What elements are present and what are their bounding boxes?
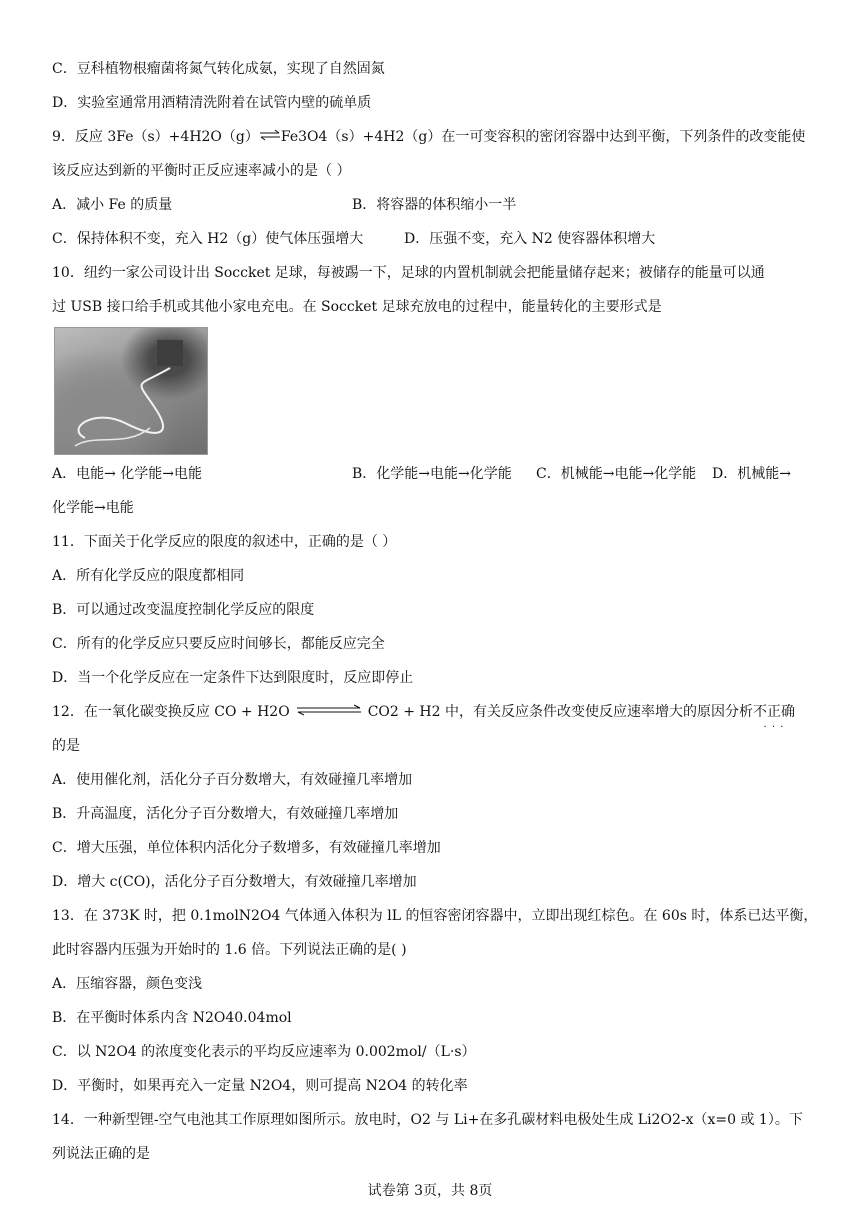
q9-option-b: B．将容器的体积缩小一半 [352, 197, 517, 213]
equilibrium-arrow-icon [296, 702, 362, 722]
q12-option-c: C．增大压强，单位体积内活化分子数增多，有效碰撞几率增加 [52, 840, 441, 856]
q10-option-b: B．化学能→电能→化学能 [352, 466, 512, 482]
q11-option-c: C．所有的化学反应只要反应时间够长，都能反应完全 [52, 636, 385, 652]
soccket-ball-photo [54, 327, 208, 455]
q11-stem: 11．下面关于化学反应的限度的叙述中，正确的是（ ） [52, 534, 397, 550]
q11-option-b: B．可以通过改变温度控制化学反应的限度 [52, 602, 315, 618]
q12-stem-part1: 12．在一氧化碳变换反应 CO + H2O [52, 704, 290, 720]
q9-option-d: D．压强不变，充入 N2 使容器体积增大 [404, 231, 656, 247]
q9-stem-part2: Fe3O4（s）+4H2（g）在一可变容积的密闭容器中达到平衡，下列条件的改变能使 [280, 129, 806, 145]
q8-option-d: D．实验室通常用酒精清洗附着在试管内壁的硫单质 [52, 95, 372, 111]
q10-option-a: A．电能→ 化学能→电能 [52, 466, 203, 482]
q12-option-b: B．升高温度，活化分子百分数增大，有效碰撞几率增加 [52, 806, 399, 822]
q13-option-a: A．压缩容器，颜色变浅 [52, 976, 203, 992]
q12-emphasis-not-correct: 不正确 · · · [753, 704, 795, 720]
q13-option-c: C．以 N2O4 的浓度变化表示的平均反应速率为 0.002mol/（L·s） [52, 1044, 476, 1060]
q12-stem-line2: 的是 [52, 738, 80, 754]
q11-option-d: D．当一个化学反应在一定条件下达到限度时，反应即停止 [52, 670, 414, 686]
equilibrium-arrow-icon [259, 127, 281, 147]
q14-stem-line2: 列说法正确的是 [52, 1146, 150, 1162]
q9-stem-part1: 9．反应 3Fe（s）+4H2O（g） [52, 129, 259, 145]
q11-option-a: A．所有化学反应的限度都相同 [52, 568, 245, 584]
q14-stem-line1: 14．一种新型锂-空气电池其工作原理如图所示。放电时，O2 与 Li+在多孔碳材料电极处生成 Li2O2-x（x=0 或 1）。下 [52, 1112, 803, 1128]
q13-option-b: B．在平衡时体系内含 N2O40.04mol [52, 1010, 292, 1026]
q12-option-a: A．使用催化剂，活化分子百分数增大，有效碰撞几率增加 [52, 772, 413, 788]
q12-stem-line1 [52, 702, 795, 722]
q10-option-c: C．机械能→电能→化学能 [536, 466, 697, 482]
q10-stem-line2: 过 USB 接口给手机或其他小家电充电。在 Soccket 足球充放电的过程中，能量转化的主要形式是 [52, 299, 662, 315]
q9-stem-line2: 该反应达到新的平衡时正反应速率减小的是（ ） [52, 163, 351, 179]
q10-option-d-cont: 化学能→电能 [52, 500, 134, 516]
q8-option-c: C．豆科植物根瘤菌将氮气转化成氨，实现了自然固氮 [52, 61, 385, 77]
q12-stem-part2: CO2 + H2 中，有关反应条件改变使反应速率增大的原因分析 [367, 704, 753, 720]
q13-stem-line1: 13．在 373K 时，把 0.1molN2O4 气体通入体积为 lL 的恒容密闭容器中，立即出现红棕色。在 60s 时，体系已达平衡， [52, 908, 818, 924]
page-footer: 试卷第 3页，共 8页 [367, 1183, 493, 1199]
q9-option-c: C．保持体积不变，充入 H2（g）使气体压强增大 [52, 231, 364, 247]
q9-stem-line1 [52, 127, 805, 147]
q9-option-a: A．减小 Fe 的质量 [52, 197, 173, 213]
q10-stem-line1: 10．纽约一家公司设计出 Soccket 足球，每被踢一下，足球的内置机制就会把能量储存起来；被储存的能量可以通 [52, 265, 765, 281]
q10-option-d: D．机械能→ [712, 466, 791, 482]
q13-option-d: D．平衡时，如果再充入一定量 N2O4，则可提高 N2O4 的转化率 [52, 1078, 468, 1094]
q12-option-d: D．增大 c(CO)，活化分子百分数增大，有效碰撞几率增加 [52, 874, 417, 890]
q13-stem-line2: 此时容器内压强为开始时的 1.6 倍。下列说法正确的是( ) [52, 942, 407, 958]
